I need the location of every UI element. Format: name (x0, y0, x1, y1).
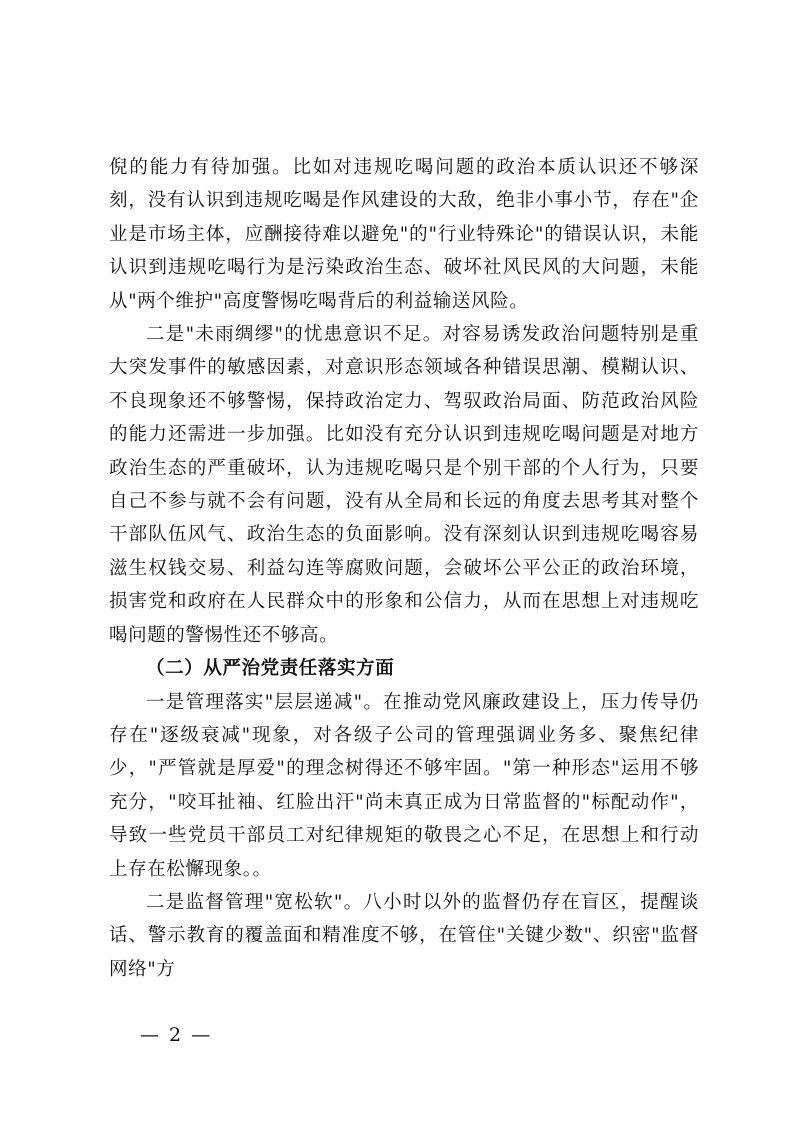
page-number: — 2 — (140, 1024, 213, 1046)
paragraph-supervision: 二是监督管理"宽松软"。八小时以外的监督仍存在盲区，提醒谈话、警示教育的覆盖面和精准度不够，在管住"关键少数"、织密"监督网络"方 (109, 891, 699, 980)
section-heading: （二）从严治党责任落实方面 (146, 658, 395, 680)
paragraph-awareness: 二是"未雨绸缪"的忧患意识不足。对容易诱发政治问题特别是重大突发事件的敏感因素，对意识形态领域各种错误思潮、模糊认识、不良现象还不够警惕，保持政治定力、驾驭政治局面、防范政治风险的能力还需进一步加强。比如没有充分认识到违规吃喝问题是对地方政治生态的严重破坏，认为违规吃喝只是个别干部的个人行为，只要自己不参与就不会有问题，没有从全局和长远的角度去思考其对整个干部队伍风气、政治生态的负面影响。没有深刻认识到违规吃喝容易滋生权钱交易、利益勾连等腐败问题，会破坏公平公正的政治环境，损害党和政府在人民群众中的形象和公信力，从而在思想上对违规吃喝问题的警惕性还不够高。 (109, 324, 699, 646)
paragraph-continued: 倪的能力有待加强。比如对违规吃喝问题的政治本质认识还不够深刻，没有认识到违规吃喝是作风建设的大敌，绝非小事小节，存在"企业是市场主体，应酬接待难以避免"的"行业特殊论"的错误认识，未能认识到违规吃喝行为是污染政治生态、破坏社风民风的大问题，未能从"两个维护"高度警惕吃喝背后的利益输送风险。 (109, 157, 699, 312)
paragraph-management: 一是管理落实"层层递减"。在推动党风廉政建设上，压力传导仍存在"逐级衰减"现象，对各级子公司的管理强调业务多、聚焦纪律少，"严管就是厚爱"的理念树得还不够牢固。"第一种形态"运用不够充分，"咬耳扯袖、红脸出汗"尚未真正成为日常监督的"标配动作"，导致一些党员干部员工对纪律规矩的敬畏之心不足，在思想上和行动上存在松懈现象。。 (109, 691, 699, 880)
document-body (109, 151, 699, 986)
